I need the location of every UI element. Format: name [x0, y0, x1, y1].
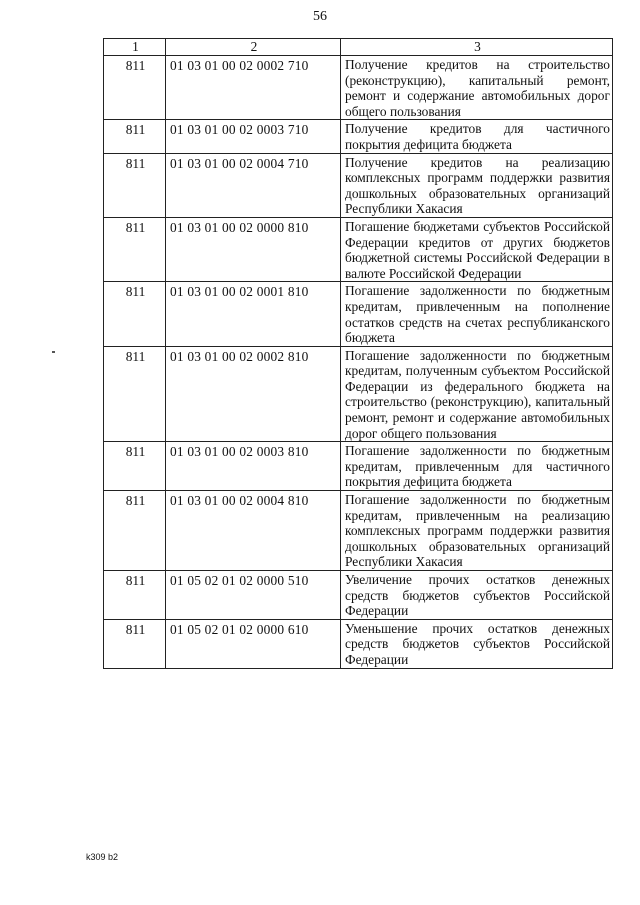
- table-row: [104, 571, 613, 620]
- admin-code-cell: 811: [104, 346, 166, 442]
- margin-mark: [52, 351, 55, 353]
- description-cell: Увеличение прочих остатков денежных средств бюджетов субъектов Российской Федерации: [341, 571, 613, 620]
- description-cell: Погашение задолженности по бюджетным кредитам, привлеченным для частичного покрытия дефицита бюджета: [341, 442, 613, 491]
- admin-code-cell: 811: [104, 282, 166, 346]
- admin-code-cell: 811: [104, 619, 166, 668]
- table-row: [104, 217, 613, 281]
- page-number: 56: [313, 9, 327, 24]
- admin-code-cell: 811: [104, 153, 166, 217]
- table-row: [104, 619, 613, 668]
- budget-code-cell: 01 03 01 00 02 0003 810: [166, 442, 341, 491]
- column-header: 1: [104, 39, 166, 56]
- admin-code-cell: 811: [104, 491, 166, 571]
- budget-code-cell: 01 03 01 00 02 0002 710: [166, 56, 341, 120]
- description-cell: Получение кредитов для частичного покрытия дефицита бюджета: [341, 120, 613, 153]
- admin-code-cell: 811: [104, 56, 166, 120]
- table-row: [104, 491, 613, 571]
- column-header: 3: [341, 39, 613, 56]
- budget-codes-table: [103, 38, 613, 669]
- table-row: [104, 346, 613, 442]
- table-row: [104, 56, 613, 120]
- description-cell: Погашение бюджетами субъектов Российской Федерации кредитов от других бюджетов бюджетной системы Российской Федерации в валюте Российской Федерации: [341, 217, 613, 281]
- budget-code-cell: 01 03 01 00 02 0000 810: [166, 217, 341, 281]
- table-row: [104, 442, 613, 491]
- budget-code-cell: 01 05 02 01 02 0000 610: [166, 619, 341, 668]
- description-cell: Погашение задолженности по бюджетным кредитам, полученным субъектом Российской Федерации из федерального бюджета на строительство (реконструкцию), капитальный ремонт, ремонт и содержание автомобильных дорог общего пользования: [341, 346, 613, 442]
- budget-code-cell: 01 03 01 00 02 0003 710: [166, 120, 341, 153]
- table-header-row: [104, 39, 613, 56]
- admin-code-cell: 811: [104, 442, 166, 491]
- description-cell: Погашение задолженности по бюджетным кредитам, привлеченным на пополнение остатков средств на счетах республиканского бюджета: [341, 282, 613, 346]
- budget-code-cell: 01 03 01 00 02 0004 710: [166, 153, 341, 217]
- budget-code-cell: 01 03 01 00 02 0004 810: [166, 491, 341, 571]
- column-header: 2: [166, 39, 341, 56]
- description-cell: Погашение задолженности по бюджетным кредитам, привлеченным на реализацию комплексных программ поддержки развития дошкольных образовательных организаций Республики Хакасия: [341, 491, 613, 571]
- admin-code-cell: 811: [104, 571, 166, 620]
- description-cell: Получение кредитов на строительство (реконструкцию), капитальный ремонт, ремонт и содержание автомобильных дорог общего пользования: [341, 56, 613, 120]
- budget-code-cell: 01 03 01 00 02 0002 810: [166, 346, 341, 442]
- table-row: [104, 120, 613, 153]
- footer-document-code: k309 b2: [86, 852, 119, 862]
- description-cell: Уменьшение прочих остатков денежных средств бюджетов субъектов Российской Федерации: [341, 619, 613, 668]
- table-row: [104, 153, 613, 217]
- description-cell: Получение кредитов на реализацию комплексных программ поддержки развития дошкольных образовательных организаций Республики Хакасия: [341, 153, 613, 217]
- admin-code-cell: 811: [104, 217, 166, 281]
- budget-code-cell: 01 05 02 01 02 0000 510: [166, 571, 341, 620]
- budget-code-cell: 01 03 01 00 02 0001 810: [166, 282, 341, 346]
- table-row: [104, 282, 613, 346]
- admin-code-cell: 811: [104, 120, 166, 153]
